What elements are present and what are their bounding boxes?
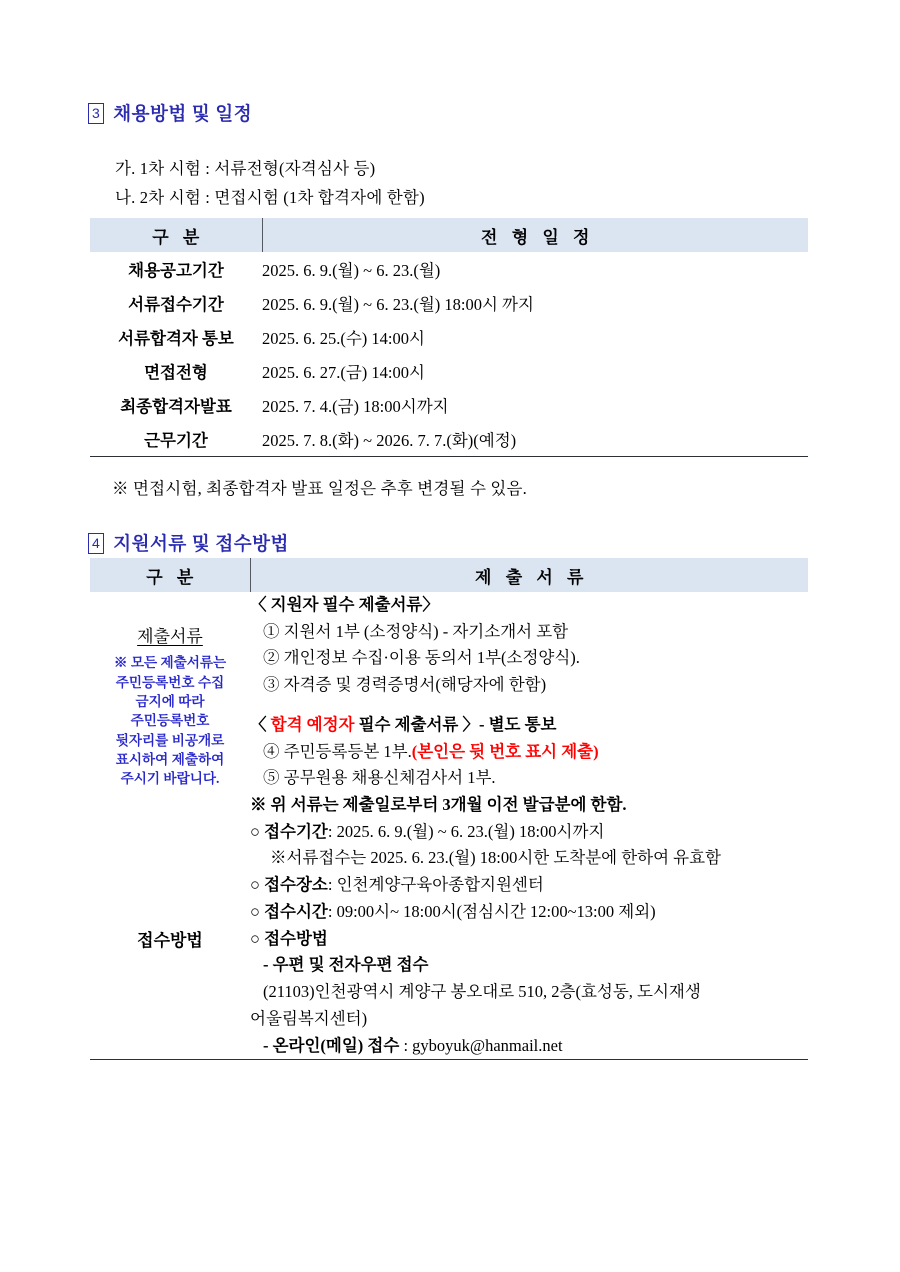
note-line: 뒷자리를 비공개로 xyxy=(115,732,225,748)
section-number-3: 3 xyxy=(88,103,104,124)
applicant-docs-heading: 〈 지원자 필수 제출서류〉 xyxy=(250,595,439,614)
schedule-row-value: 2025. 7. 8.(화) ~ 2026. 7. 7.(화)(예정) xyxy=(262,422,808,456)
note-line: 주민등록번호 수집 xyxy=(115,674,225,690)
schedule-table xyxy=(90,218,808,457)
spacer xyxy=(250,699,808,712)
method-row-body-cell xyxy=(250,819,808,1060)
method-row-label-cell xyxy=(90,819,250,1060)
note-line: 주민등록번호 xyxy=(130,713,210,729)
section3-item-1: 가. 1차 시험 : 서류전형(자격심사 등) xyxy=(115,159,376,178)
schedule-row-value: 2025. 6. 27.(금) 14:00시 xyxy=(262,363,425,382)
method-line-value: : 09:00시~ 18:00시(점심시간 12:00~13:00 제외) xyxy=(327,901,656,921)
table-row xyxy=(90,388,808,422)
method-line-label: 접수방법 xyxy=(264,928,328,948)
section-heading-4 xyxy=(88,530,289,556)
section3-item-2: 나. 2차 시험 : 면접시험 (1차 합격자에 한함) xyxy=(115,188,425,207)
method-online-separator: : xyxy=(399,1035,413,1055)
method-line-hours xyxy=(250,899,808,926)
method-line-label: 접수장소 xyxy=(264,875,328,895)
method-line-value: : 2025. 6. 9.(월) ~ 6. 23.(월) 18:00시까지 xyxy=(327,821,605,841)
schedule-header-schedule: 전 형 일 정 xyxy=(262,218,808,252)
documents-header-category: 구 분 xyxy=(90,558,250,592)
documents-row-body-cell xyxy=(250,592,808,819)
schedule-row-label: 최종합격자발표 xyxy=(120,397,232,416)
finalist-docs-heading xyxy=(250,712,808,739)
schedule-row-value: 2025. 6. 9.(월) ~ 6. 23.(월) 18:00시 까지 xyxy=(262,295,534,314)
finalist-docs-footnote: ※ 위 서류는 제출일로부터 3개월 이전 발급분에 한함. xyxy=(250,795,627,815)
bullet-icon: ○ xyxy=(250,901,260,921)
method-online-line xyxy=(250,1033,808,1060)
finalist-doc-item-5: ⑤ 공무원용 채용신체검사서 1부. xyxy=(263,768,496,788)
table-row xyxy=(90,354,808,388)
table-row xyxy=(90,819,808,1060)
note-line: 주시기 바랍니다. xyxy=(120,771,220,787)
schedule-row-label: 면접전형 xyxy=(144,363,208,382)
applicant-doc-item: ② 개인정보 수집·이용 동의서 1부(소정양식). xyxy=(263,648,580,668)
table-row xyxy=(90,422,808,456)
method-line-value: : 인천계양구육아종합지원센터 xyxy=(327,875,544,895)
finalist-item4-highlight: (본인은 뒷 번호 표시 제출) xyxy=(411,741,599,761)
table-row xyxy=(90,286,808,320)
method-line-how xyxy=(250,926,808,953)
schedule-row-value: 2025. 6. 25.(수) 14:00시 xyxy=(262,329,425,348)
finalist-heading-pre: 〈 xyxy=(250,714,271,734)
table-row xyxy=(90,592,808,819)
finalist-item4-text: ④ 주민등록등본 1부. xyxy=(263,741,412,761)
bullet-icon: ○ xyxy=(250,875,260,895)
method-label: 접수방법 xyxy=(137,931,203,951)
method-line-label: 접수시간 xyxy=(264,901,328,921)
section-title-3: 채용방법 및 일정 xyxy=(113,105,253,125)
method-line-place xyxy=(250,872,808,899)
method-line-period xyxy=(250,819,808,846)
schedule-row-value: 2025. 7. 4.(금) 18:00시까지 xyxy=(262,397,449,416)
applicant-doc-item: ① 지원서 1부 (소정양식) - 자기소개서 포함 xyxy=(263,621,569,641)
documents-table xyxy=(90,558,808,1060)
section3-footnote: ※ 면접시험, 최종합격자 발표 일정은 추후 변경될 수 있음. xyxy=(112,479,528,498)
finalist-heading-post: 필수 제출서류 〉- 별도 통보 xyxy=(354,714,557,734)
method-postal-label: - 우편 및 전자우편 접수 xyxy=(263,955,429,975)
method-line-label: 접수기간 xyxy=(264,821,328,841)
method-line-period-note: ※서류접수는 2025. 6. 23.(월) 18:00시한 도착분에 한하여 유효함 xyxy=(270,848,721,868)
schedule-row-value: 2025. 6. 9.(월) ~ 6. 23.(월) xyxy=(262,261,441,280)
documents-label-note xyxy=(90,653,250,788)
method-online-label: - 온라인(메일) 접수 xyxy=(263,1035,400,1055)
finalist-heading-highlight: 합격 예정자 xyxy=(270,714,355,734)
schedule-row-label: 서류접수기간 xyxy=(128,295,224,314)
method-address-line-2: 어울림복지센터) xyxy=(250,1008,368,1028)
schedule-row-label: 서류합격자 통보 xyxy=(118,329,234,348)
note-line: 표시하여 제출하여 xyxy=(115,751,225,767)
documents-table-header-row xyxy=(90,558,808,592)
table-row xyxy=(90,252,808,286)
bullet-icon: ○ xyxy=(250,821,260,841)
section-heading-3 xyxy=(88,100,252,126)
documents-header-submission: 제 출 서 류 xyxy=(250,558,808,592)
bullet-icon: ○ xyxy=(250,928,260,948)
schedule-row-label: 채용공고기간 xyxy=(128,261,224,280)
applicant-doc-item: ③ 자격증 및 경력증명서(해당자에 한함) xyxy=(263,675,547,695)
method-email-address: gyboyuk@hanmail.net xyxy=(412,1035,563,1055)
schedule-table-header-row xyxy=(90,218,808,252)
schedule-header-category: 구 분 xyxy=(90,218,262,252)
schedule-row-label: 근무기간 xyxy=(90,422,262,456)
finalist-doc-item-4 xyxy=(250,739,808,766)
note-line: 금지에 따라 xyxy=(135,693,205,709)
documents-row-label-cell xyxy=(90,592,250,819)
section-number-4: 4 xyxy=(88,533,104,554)
section-title-4: 지원서류 및 접수방법 xyxy=(113,535,289,555)
note-line: ※ 모든 제출서류는 xyxy=(113,655,227,671)
method-address-line-1: (21103)인천광역시 계양구 봉오대로 510, 2층(효성동, 도시재생 xyxy=(263,982,701,1002)
documents-label-title: 제출서류 xyxy=(137,627,203,647)
table-row xyxy=(90,320,808,354)
